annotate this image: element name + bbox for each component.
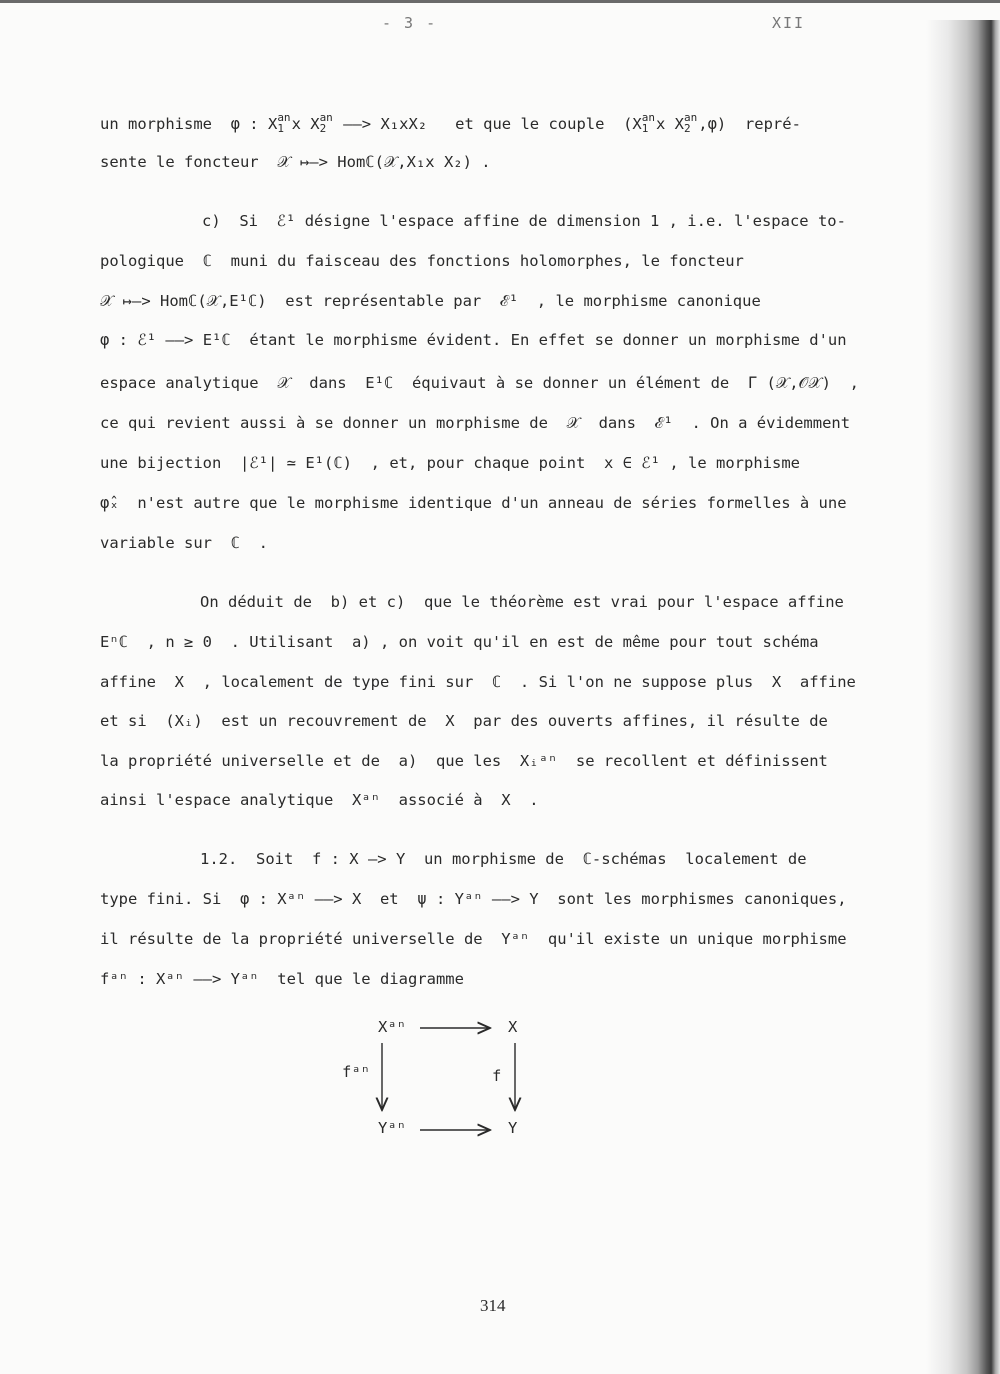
text-line-8: ce qui revient aussi à se donner un morphisme de 𝒳 dans ℰ¹ . On a évidemment <box>100 414 851 432</box>
text-line-12: On déduit de b) et c) que le théorème est vrai pour l'espace affine <box>200 593 844 611</box>
text-line-6: φ : ℰ¹ ——> E¹ℂ étant le morphisme évident. En effet se donner un morphisme d'un <box>100 331 847 349</box>
text-line-5: 𝒳 ↦—> Homℂ(𝒳,E¹ℂ) est représentable par ℰ¹ , le morphisme canonique <box>100 292 761 310</box>
text-line-1: un morphisme φ : X an 1 x X an 2 ——> X₁xX₂ et que le couple (X an 1 x X an 2 ,φ) repré- <box>100 111 801 135</box>
diagram-top-left: Xᵃⁿ <box>378 1018 406 1036</box>
text-line-9: une bijection |ℰ¹| ≃ E¹(ℂ) , et, pour chaque point x ∈ ℰ¹ , le morphisme <box>100 454 800 472</box>
diagram-bottom-left: Yᵃⁿ <box>378 1119 406 1137</box>
text-line-16: la propriété universelle et de a) que les Xᵢᵃⁿ se recollent et définissent <box>100 752 828 770</box>
text-line-20: il résulte de la propriété universelle de Yᵃⁿ qu'il existe un unique morphisme <box>100 930 847 948</box>
text-line-14: affine X , localement de type fini sur ℂ . Si l'on ne suppose plus X affine <box>100 673 856 691</box>
diagram-bottom-right: Y <box>508 1119 518 1137</box>
text-line-19: type fini. Si φ : Xᵃⁿ ——> X et ψ : Yᵃⁿ ——> Y sont les morphismes canoniques, <box>100 890 847 908</box>
text-line-10: φ̂ₓ n'est autre que le morphisme identique d'un anneau de séries formelles à une <box>100 494 847 512</box>
top-border <box>0 0 1000 3</box>
text-line-18: 1.2. Soit f : X —> Y un morphisme de ℂ-schémas localement de <box>200 850 807 868</box>
text-line-7: espace analytique 𝒳 dans E¹ℂ équivaut à se donner un élément de Γ (𝒳,𝒪𝒳) , <box>100 374 859 392</box>
text-line-13: Eⁿℂ , n ≥ 0 . Utilisant a) , on voit qu'il en est de même pour tout schéma <box>100 633 819 651</box>
text-line-21: fᵃⁿ : Xᵃⁿ ——> Yᵃⁿ tel que le diagramme <box>100 970 464 988</box>
header-page-marker: - 3 - <box>382 14 438 32</box>
scan-edge-shadow <box>926 20 1000 1374</box>
header-section-marker: XII <box>772 14 806 32</box>
text-line-11: variable sur ℂ . <box>100 534 268 552</box>
text-line-15: et si (Xᵢ) est un recouvrement de X par des ouverts affines, il résulte de <box>100 712 828 730</box>
page-number: 314 <box>480 1296 506 1315</box>
text-line-17: ainsi l'espace analytique Xᵃⁿ associé à X . <box>100 791 539 809</box>
diagram-top-right: X <box>508 1018 518 1036</box>
diagram-right-label: f <box>492 1067 502 1085</box>
text-line-2: sente le foncteur 𝒳 ↦—> Homℂ(𝒳,X₁x X₂) . <box>100 153 491 171</box>
commutative-diagram <box>330 1005 550 1145</box>
text-line-3: c) Si ℰ¹ désigne l'espace affine de dimension 1 , i.e. l'espace to- <box>202 212 846 230</box>
diagram-left-label: fᵃⁿ <box>342 1063 370 1081</box>
text-line-4: pologique ℂ muni du faisceau des fonctions holomorphes, le foncteur <box>100 252 744 270</box>
